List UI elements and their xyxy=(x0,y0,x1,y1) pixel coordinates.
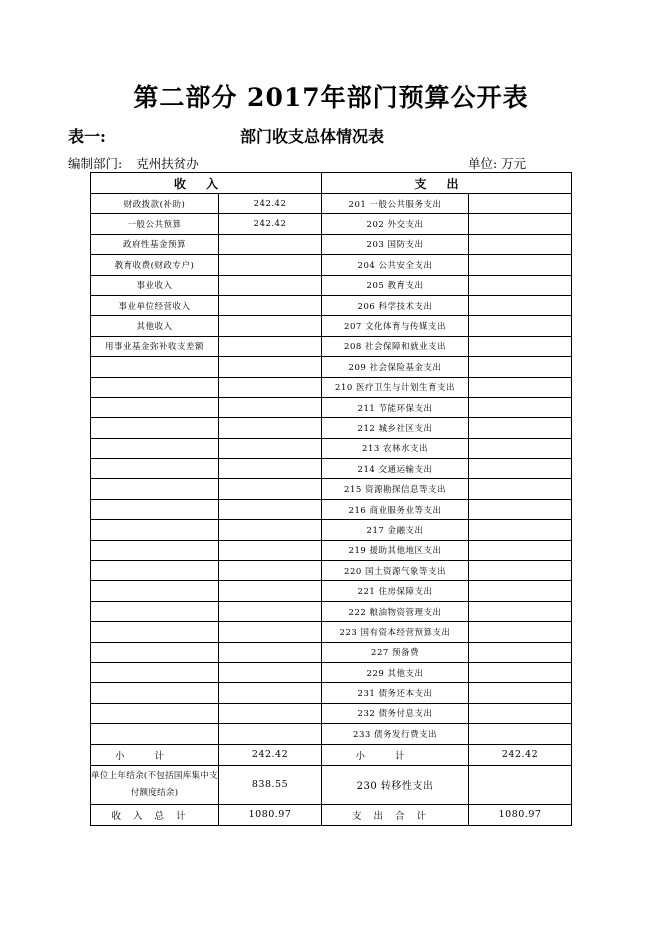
department-name: 克州扶贫办 xyxy=(136,156,199,171)
income-amount xyxy=(219,622,322,642)
table-title: 部门收支总体情况表 xyxy=(240,127,385,146)
expense-amount xyxy=(469,459,572,479)
expense-item: 233 债务发行费支出 xyxy=(322,724,469,744)
carryover-amount: 838.55 xyxy=(219,765,322,804)
income-subtotal-label: 小计 xyxy=(91,744,219,765)
expense-item: 220 国土资源气象等支出 xyxy=(322,561,469,581)
table-row xyxy=(91,418,572,438)
expense-item: 221 住房保障支出 xyxy=(322,581,469,601)
income-amount: 242.42 xyxy=(219,214,322,234)
expense-item: 216 商业服务业等支出 xyxy=(322,499,469,519)
expense-item: 207 文化体育与传媒支出 xyxy=(322,316,469,336)
income-item xyxy=(91,642,219,662)
income-item xyxy=(91,418,219,438)
income-item xyxy=(91,397,219,417)
income-item: 事业单位经营收入 xyxy=(91,295,219,315)
expense-amount xyxy=(469,194,572,214)
income-amount xyxy=(219,418,322,438)
expense-total-label: 支出合计 xyxy=(322,804,469,825)
expense-item: 215 资源勘探信息等支出 xyxy=(322,479,469,499)
expense-amount xyxy=(469,438,572,458)
table-row xyxy=(91,601,572,621)
expense-item: 213 农林水支出 xyxy=(322,438,469,458)
expense-amount xyxy=(469,683,572,703)
income-item xyxy=(91,622,219,642)
expense-item: 211 节能环保支出 xyxy=(322,397,469,417)
expense-amount xyxy=(469,561,572,581)
table-row xyxy=(91,724,572,744)
expense-amount xyxy=(469,499,572,519)
income-subtotal-amount: 242.42 xyxy=(219,744,322,765)
table-row xyxy=(91,540,572,560)
income-amount xyxy=(219,397,322,417)
income-item: 其他收入 xyxy=(91,316,219,336)
expense-amount xyxy=(469,234,572,254)
income-amount xyxy=(219,357,322,377)
income-amount xyxy=(219,377,322,397)
table-row xyxy=(91,357,572,377)
income-amount: 242.42 xyxy=(219,194,322,214)
income-item: 一般公共预算 xyxy=(91,214,219,234)
income-amount xyxy=(219,316,322,336)
transfer-expense-label: 230 转移性支出 xyxy=(322,765,469,804)
total-row xyxy=(91,804,572,825)
table-row xyxy=(91,295,572,315)
income-header: 收入 xyxy=(91,173,322,194)
income-amount xyxy=(219,520,322,540)
income-item: 用事业基金弥补收支差额 xyxy=(91,336,219,356)
expense-item: 210 医疗卫生与计划生育支出 xyxy=(322,377,469,397)
income-item xyxy=(91,581,219,601)
income-amount xyxy=(219,683,322,703)
income-amount xyxy=(219,540,322,560)
income-amount xyxy=(219,724,322,744)
table-row xyxy=(91,499,572,519)
subtotal-row xyxy=(91,744,572,765)
table-row xyxy=(91,683,572,703)
income-amount xyxy=(219,499,322,519)
table-header-row xyxy=(91,173,572,194)
table-row xyxy=(91,662,572,682)
income-item xyxy=(91,724,219,744)
table-row xyxy=(91,275,572,295)
income-amount xyxy=(219,336,322,356)
expense-amount xyxy=(469,622,572,642)
income-item xyxy=(91,459,219,479)
expense-subtotal-label: 小计 xyxy=(322,744,469,765)
income-item xyxy=(91,438,219,458)
table-row xyxy=(91,622,572,642)
table-row xyxy=(91,194,572,214)
expense-item: 223 国有资本经营预算支出 xyxy=(322,622,469,642)
expense-item: 217 金融支出 xyxy=(322,520,469,540)
expense-amount xyxy=(469,662,572,682)
expense-amount xyxy=(469,581,572,601)
expense-amount xyxy=(469,316,572,336)
table-row xyxy=(91,642,572,662)
table-row xyxy=(91,255,572,275)
expense-item: 231 债务还本支出 xyxy=(322,683,469,703)
expense-item: 206 科学技术支出 xyxy=(322,295,469,315)
income-total-amount: 1080.97 xyxy=(219,804,322,825)
expense-item: 222 粮油物资管理支出 xyxy=(322,601,469,621)
income-amount xyxy=(219,561,322,581)
income-item: 财政拨款(补助) xyxy=(91,194,219,214)
expense-amount xyxy=(469,214,572,234)
income-amount xyxy=(219,255,322,275)
expense-header: 支出 xyxy=(322,173,572,194)
expense-item: 205 教育支出 xyxy=(322,275,469,295)
expense-item: 232 债务付息支出 xyxy=(322,703,469,723)
income-amount xyxy=(219,438,322,458)
income-amount xyxy=(219,642,322,662)
expense-amount xyxy=(469,520,572,540)
expense-amount xyxy=(469,295,572,315)
page-title: 第二部分 2017年部门预算公开表 xyxy=(133,83,529,112)
expense-amount xyxy=(469,540,572,560)
income-item xyxy=(91,499,219,519)
expense-item: 202 外交支出 xyxy=(322,214,469,234)
income-item xyxy=(91,540,219,560)
department-label: 编制部门: xyxy=(68,156,123,171)
income-amount xyxy=(219,581,322,601)
expense-amount xyxy=(469,418,572,438)
expense-item: 203 国防支出 xyxy=(322,234,469,254)
income-item: 事业收入 xyxy=(91,275,219,295)
expense-item: 209 社会保险基金支出 xyxy=(322,357,469,377)
expense-subtotal-amount: 242.42 xyxy=(469,744,572,765)
expense-item: 212 城乡社区支出 xyxy=(322,418,469,438)
income-item xyxy=(91,561,219,581)
department-line xyxy=(68,154,199,172)
expense-item: 214 交通运输支出 xyxy=(322,459,469,479)
expense-amount xyxy=(469,275,572,295)
expense-amount xyxy=(469,601,572,621)
table-row xyxy=(91,214,572,234)
table-row xyxy=(91,336,572,356)
expense-item: 204 公共安全支出 xyxy=(322,255,469,275)
income-amount xyxy=(219,601,322,621)
income-item xyxy=(91,357,219,377)
transfer-expense-amount xyxy=(469,765,572,804)
table-row xyxy=(91,581,572,601)
expense-amount xyxy=(469,397,572,417)
income-item xyxy=(91,703,219,723)
income-total-label: 收入总计 xyxy=(91,804,219,825)
table-row xyxy=(91,438,572,458)
income-amount xyxy=(219,459,322,479)
carryover-label: 单位上年结余(不包括国库集中支付额度结余) xyxy=(91,765,219,804)
table-row xyxy=(91,377,572,397)
budget-table xyxy=(90,172,572,826)
expense-amount xyxy=(469,703,572,723)
expense-item: 227 预备费 xyxy=(322,642,469,662)
income-item: 教育收费(财政专户) xyxy=(91,255,219,275)
table-row xyxy=(91,703,572,723)
income-amount xyxy=(219,703,322,723)
unit-label: 单位: 万元 xyxy=(468,156,527,171)
income-item xyxy=(91,601,219,621)
carryover-row xyxy=(91,765,572,804)
expense-total-amount: 1080.97 xyxy=(469,804,572,825)
table-row xyxy=(91,397,572,417)
table-row xyxy=(91,520,572,540)
expense-item: 229 其他支出 xyxy=(322,662,469,682)
table-row xyxy=(91,561,572,581)
table-label: 表一: xyxy=(68,127,106,146)
table-row xyxy=(91,459,572,479)
income-amount xyxy=(219,275,322,295)
income-item xyxy=(91,377,219,397)
expense-amount xyxy=(469,357,572,377)
income-item xyxy=(91,520,219,540)
expense-item: 219 援助其他地区支出 xyxy=(322,540,469,560)
income-amount xyxy=(219,234,322,254)
expense-item: 201 一般公共服务支出 xyxy=(322,194,469,214)
income-item xyxy=(91,683,219,703)
table-row xyxy=(91,479,572,499)
expense-amount xyxy=(469,377,572,397)
expense-amount xyxy=(469,724,572,744)
expense-item: 208 社会保障和就业支出 xyxy=(322,336,469,356)
income-item xyxy=(91,479,219,499)
table-row xyxy=(91,316,572,336)
income-amount xyxy=(219,662,322,682)
table-row xyxy=(91,234,572,254)
expense-amount xyxy=(469,336,572,356)
income-item: 政府性基金预算 xyxy=(91,234,219,254)
income-amount xyxy=(219,295,322,315)
expense-amount xyxy=(469,479,572,499)
income-item xyxy=(91,662,219,682)
income-amount xyxy=(219,479,322,499)
expense-amount xyxy=(469,642,572,662)
expense-amount xyxy=(469,255,572,275)
